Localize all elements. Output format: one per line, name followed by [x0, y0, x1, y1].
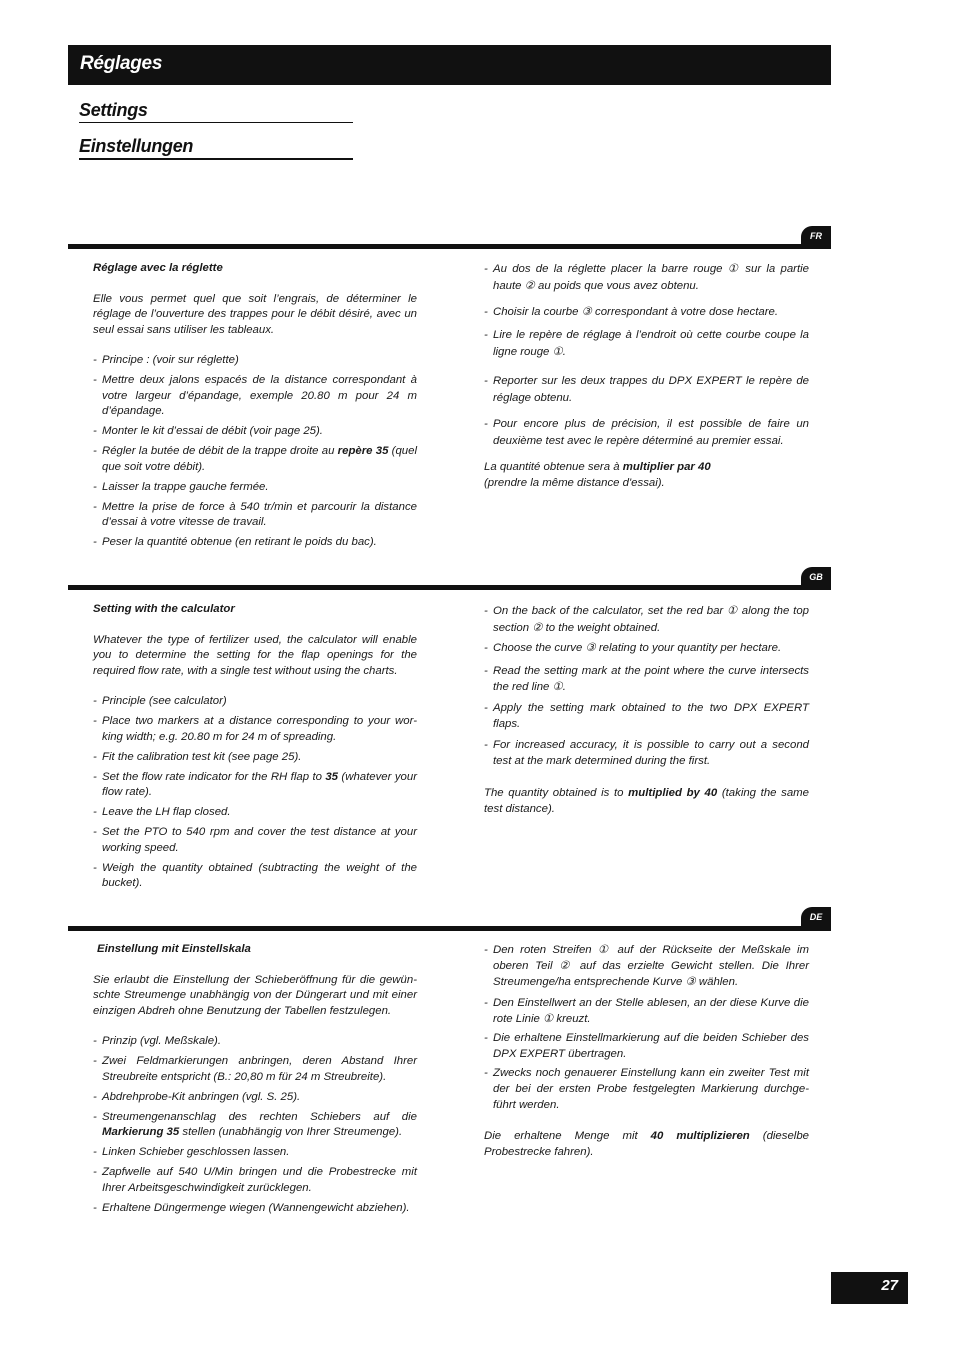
list-item: - Zapfwelle auf 540 U/Min bringen und die Probestrecke mit Ihrer Arbeitsgeschwindigkeit zurücklegen.	[93, 1165, 417, 1196]
list-item: - Leave the LH flap closed.	[93, 805, 417, 821]
language-badge-fr: FR	[801, 226, 831, 247]
list-item: - Mettre la prise de force à 540 tr/min et parcourir la distance d’essai à votre vitesse de travail.	[93, 500, 417, 531]
list-item: - Den Einstellwert an der Stelle ablesen, an der diese Kurve die rote Linie ① kreuzt.	[484, 995, 809, 1027]
list-item: - Reporter sur les deux trappes du DPX EXPERT le repère de réglage obtenu.	[484, 373, 809, 407]
section-intro: Elle vous permet quel que soit l’engrais, de déterminer le réglage de l’ouverture des trappes pour le débit désiré, avec un seul essai sans utiliser les tableaux.	[93, 292, 417, 336]
list-item: - On the back of the calculator, set the red bar ① along the top section ② to the weight obtained.	[484, 603, 809, 636]
list-item: - Régler la butée de débit de la trappe droite au repère 35 (quel que soit votre débit).	[93, 444, 417, 475]
list-item: - Set the flow rate indicator for the RH flap to 35 (whatever your flow rate).	[93, 770, 417, 801]
list-item: - Zwei Feldmarkierungen anbringen, deren Abstand Ihrer Streubreite entspricht (B.: 20,80 m für 24 m Streubreite).	[93, 1054, 417, 1085]
section-divider-gb	[68, 585, 831, 590]
page-number: 27	[831, 1272, 908, 1304]
steps-list	[93, 694, 417, 892]
list-item: - Principe : (voir sur réglette)	[93, 353, 417, 369]
list-item: - Streumengenanschlag des rechten Schiebers auf die Markierung 35 stellen (unabhängig von Ihrer Streumenge).	[93, 1110, 417, 1141]
language-badge-gb: GB	[801, 567, 831, 588]
list-item: - Linken Schieber geschlossen lassen.	[93, 1145, 417, 1161]
list-item: - Pour encore plus de précision, il est possible de faire un deuxième test avec le repère déterminé au premier essai.	[484, 416, 809, 450]
list-item: - Weigh the quantity obtained (subtracting the weight of the bucket).	[93, 861, 417, 892]
steps-list	[484, 261, 809, 450]
list-item: - Lire le repère de réglage à l’endroit où cette courbe coupe la ligne rouge ①.	[484, 327, 809, 361]
subtitle-german: Einstellungen	[79, 136, 353, 160]
list-item: - Read the setting mark at the point where the curve intersects the red line ①.	[484, 663, 809, 696]
header-bar	[68, 45, 831, 85]
list-item: - Zwecks noch genauerer Einstellung kann ein zweiter Test mit der bei der ersten Probe festgelegten Markierung durchge-führt werden.	[484, 1065, 809, 1113]
section-intro: Whatever the type of fertilizer used, the calculator will enable you to determine the setting for the flap openings for the required flow rate, with a single test without using the charts.	[93, 633, 417, 677]
list-item: - Mettre deux jalons espacés de la distance correspondant à votre largeur d’épandage, exemple 20.80 m pour 24 m d’épandage.	[93, 373, 417, 420]
list-item: - Die erhaltene Einstellmarkierung auf die beiden Schieber des DPX EXPERT übertragen.	[484, 1030, 809, 1062]
result-note: The quantity obtained is to multiplied by 40 (taking the same test distance).	[484, 786, 809, 815]
list-item: - Erhaltene Düngermenge wiegen (Wannengewicht abziehen).	[93, 1201, 417, 1217]
list-item: - Fit the calibration test kit (see page 25).	[93, 750, 417, 766]
list-item: - Au dos de la réglette placer la barre rouge ① sur la partie haute ② au poids que vous avez obtenu.	[484, 261, 809, 295]
section-heading: Réglage avec la réglette	[93, 262, 223, 274]
list-item: - Abdrehprobe-Kit anbringen (vgl. S. 25).	[93, 1090, 417, 1106]
steps-list	[484, 942, 809, 1113]
fr-right-column	[484, 261, 809, 491]
language-badge-de: DE	[801, 907, 831, 928]
list-item: - Apply the setting mark obtained to the two DPX EXPERT flaps.	[484, 700, 809, 733]
fr-left-column	[93, 261, 417, 555]
section-heading: Einstellung mit Einstellskala	[97, 943, 251, 955]
section-heading: Setting with the calculator	[93, 603, 235, 615]
subtitle-english: Settings	[79, 100, 353, 123]
list-item: - Principle (see calculator)	[93, 694, 417, 710]
result-note: La quantité obtenue sera à multiplier par 40 (prendre la même distance d'essai).	[484, 461, 711, 489]
de-right-column	[484, 942, 809, 1175]
gb-right-column	[484, 603, 809, 833]
page-title: Réglages	[80, 53, 163, 74]
list-item: - Laisser la trappe gauche fermée.	[93, 480, 417, 496]
gb-left-column	[93, 602, 417, 896]
list-item: - For increased accuracy, it is possible to carry out a second test at the mark determined during the first.	[484, 737, 809, 770]
section-intro: Sie erlaubt die Einstellung der Schieberöffnung für die gewün-schte Streumenge unabhängig von der Düngerart und mit einer einzigen Abdreh ohne Benutzung der Tabellen festzulegen.	[93, 973, 417, 1017]
list-item: - Set the PTO to 540 rpm and cover the test distance at your working speed.	[93, 825, 417, 856]
section-divider-fr	[68, 244, 831, 249]
section-divider-de	[68, 926, 831, 931]
list-item: - Peser la quantité obtenue (en retirant le poids du bac).	[93, 535, 417, 551]
list-item: - Place two markers at a distance corresponding to your wor-king width; e.g. 20.80 m for 24 m of spreading.	[93, 714, 417, 745]
list-item: - Prinzip (vgl. Meßskale).	[93, 1034, 417, 1050]
result-note: Die erhaltene Menge mit 40 multiplizieren (dieselbe Probestrecke fahren).	[484, 1130, 810, 1158]
steps-list	[484, 603, 809, 770]
list-item: - Choisir la courbe ③ correspondant à votre dose hectare.	[484, 304, 809, 321]
list-item: - Den roten Streifen ① auf der Rückseite der Meßskale im oberen Teil ② auf das erzielte Gewicht stellen. Die Ihrer Streumenge/ha entsprechende Kurve ③ wählen.	[484, 942, 809, 990]
de-left-column	[93, 942, 417, 1221]
steps-list	[93, 353, 417, 551]
steps-list	[93, 1034, 417, 1216]
list-item: - Choose the curve ③ relating to your quantity per hectare.	[484, 640, 809, 657]
list-item: - Monter le kit d’essai de débit (voir page 25).	[93, 424, 417, 440]
